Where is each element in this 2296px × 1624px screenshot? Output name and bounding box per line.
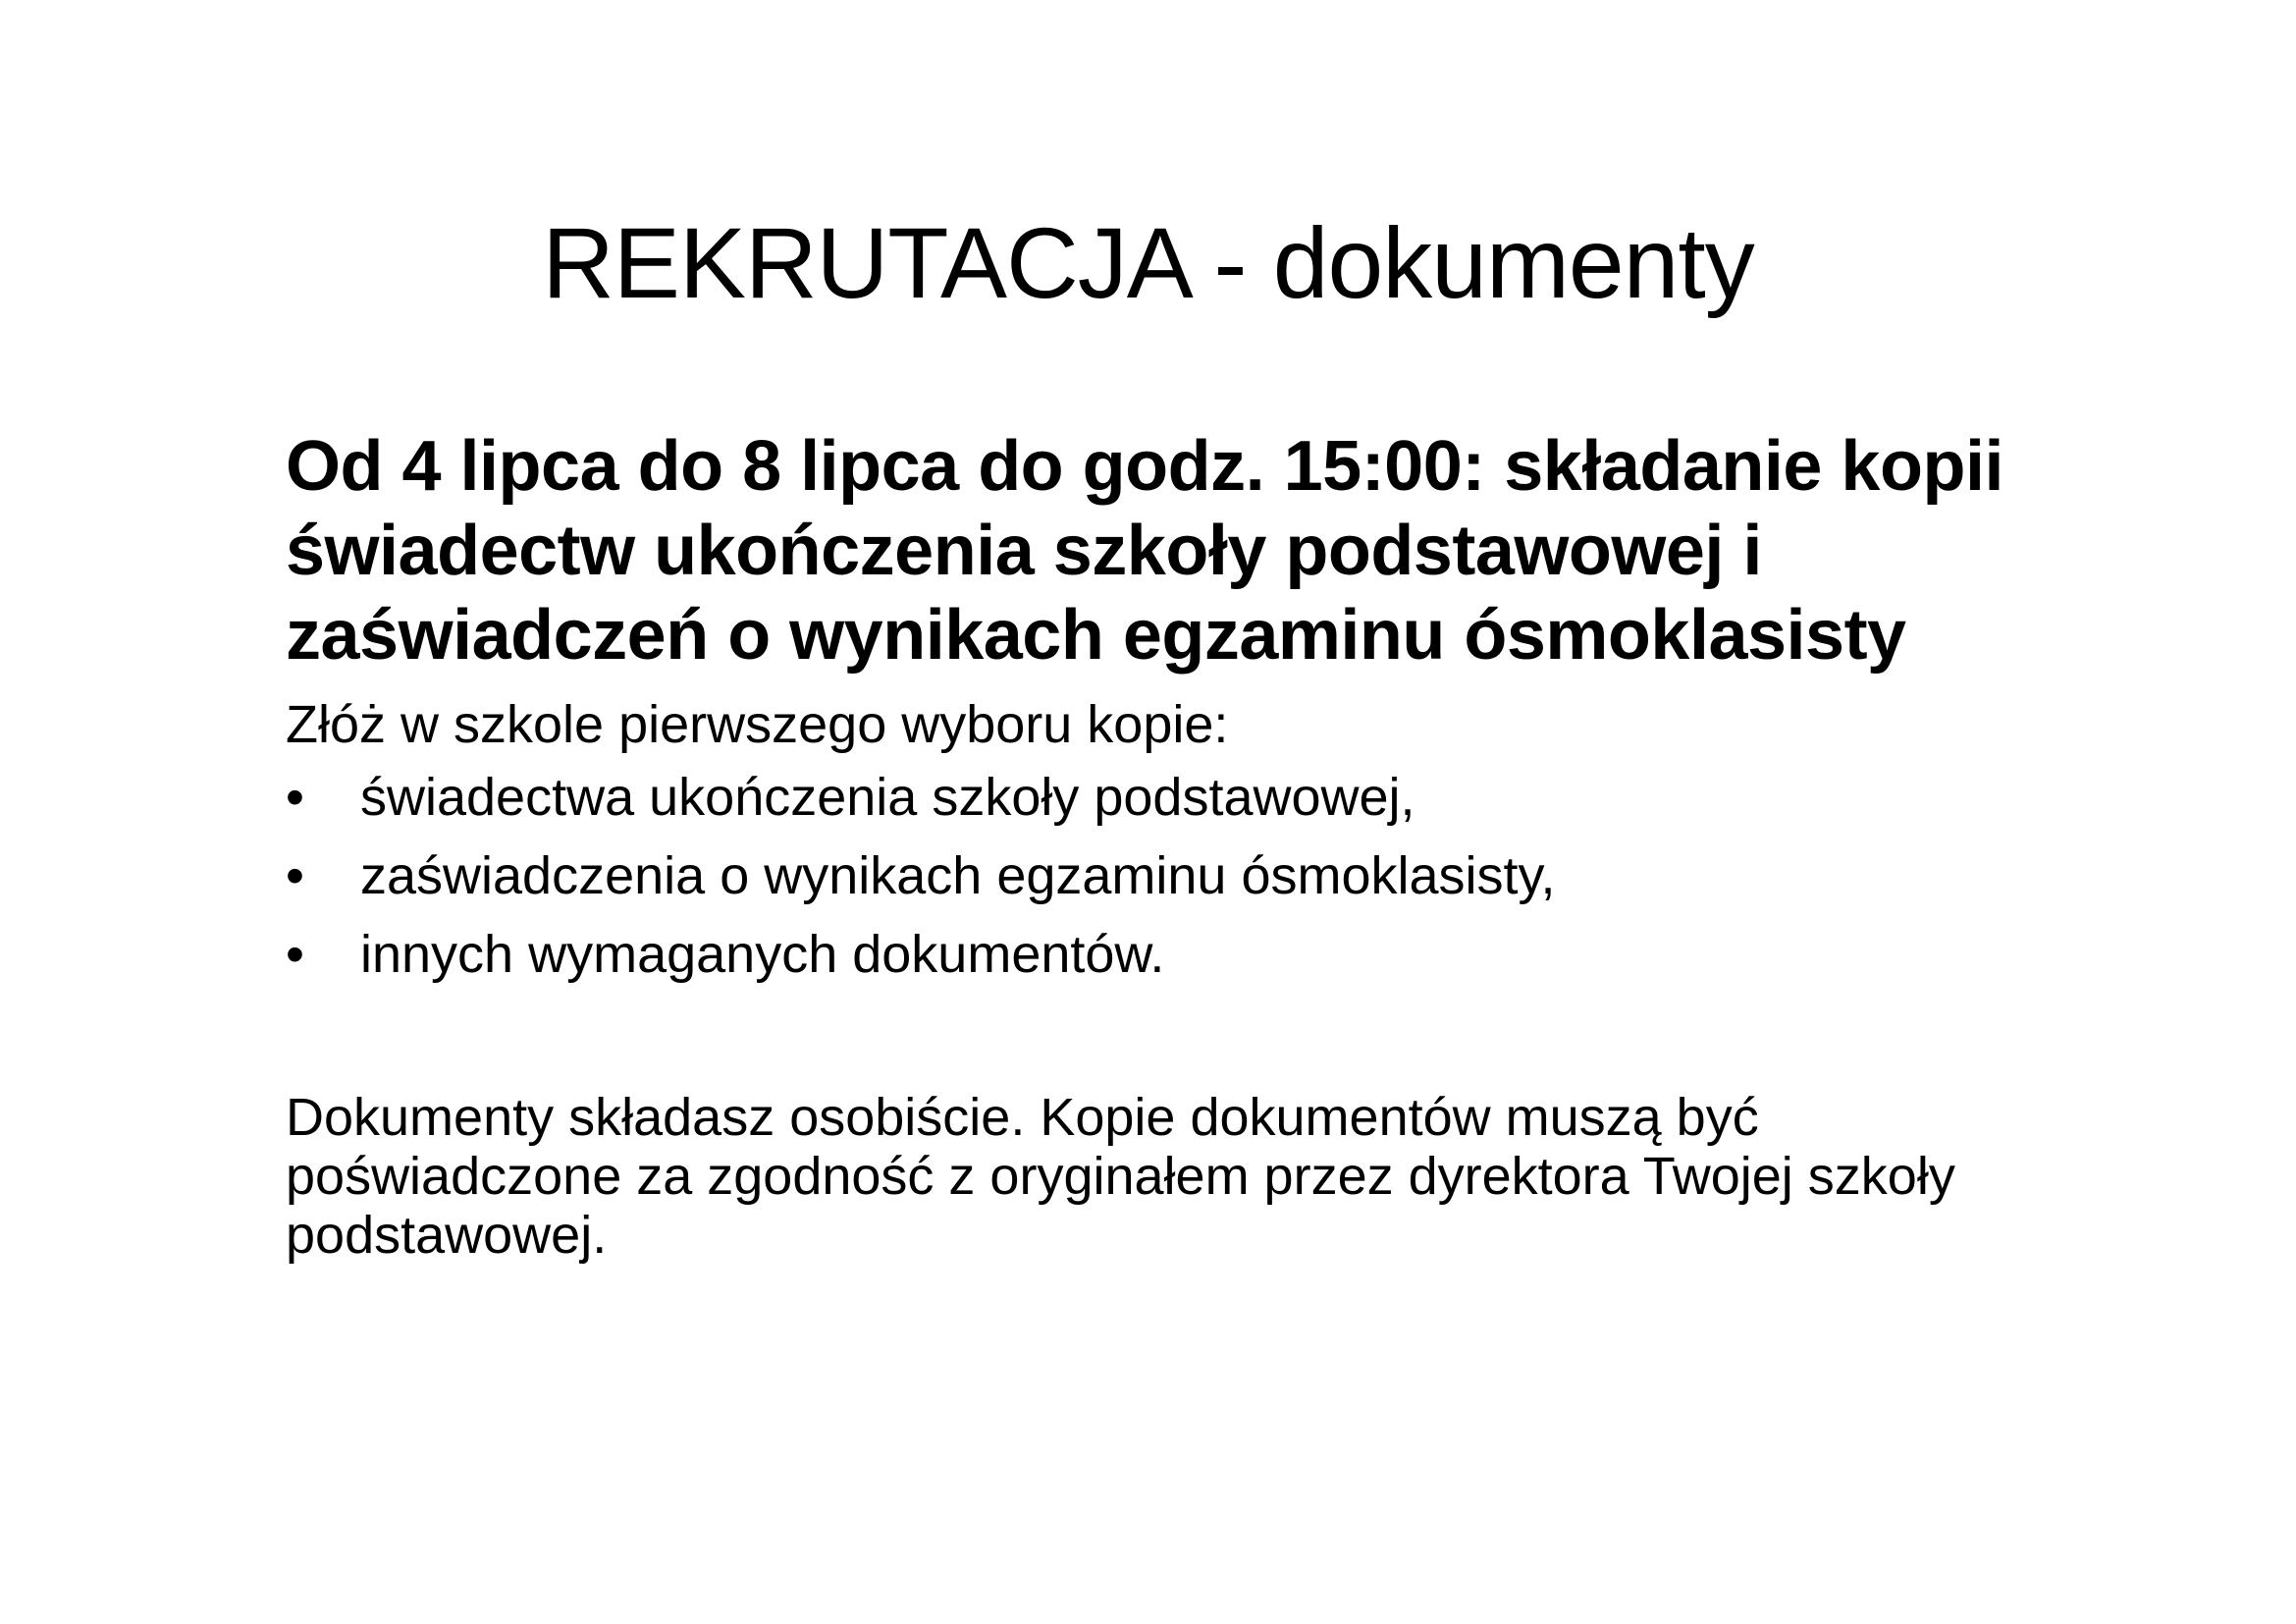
bullet-icon: • [286, 768, 304, 827]
list-item [286, 915, 2053, 994]
slide-content [286, 424, 2053, 1265]
bullet-icon: • [286, 925, 304, 984]
document-list [286, 758, 2053, 994]
list-item-text: świadectwa ukończenia szkoły podstawowej, [360, 768, 1415, 827]
slide-title: REKRUTACJA - dokumenty [542, 207, 1754, 319]
list-item [286, 758, 2053, 837]
closing-paragraph: Dokumenty składasz osobiście. Kopie dokumentów muszą być poświadczone za zgodność z oryginałem przez dyrektora Twojej szkoły podstawowej. [286, 1088, 1955, 1265]
list-item-text: zaświadczenia o wynikach egzaminu ósmoklasisty, [360, 846, 1556, 905]
lead-paragraph: Od 4 lipca do 8 lipca do godz. 15:00: składanie kopii świadectw ukończenia szkoły podstawowej i zaświadczeń o wynikach egzaminu ósmoklasisty [286, 427, 2003, 675]
list-item [286, 837, 2053, 915]
intro-text: Złóż w szkole pierwszego wyboru kopie: [286, 695, 1229, 754]
bullet-icon: • [286, 846, 304, 905]
list-item-text: innych wymaganych dokumentów. [360, 925, 1165, 984]
